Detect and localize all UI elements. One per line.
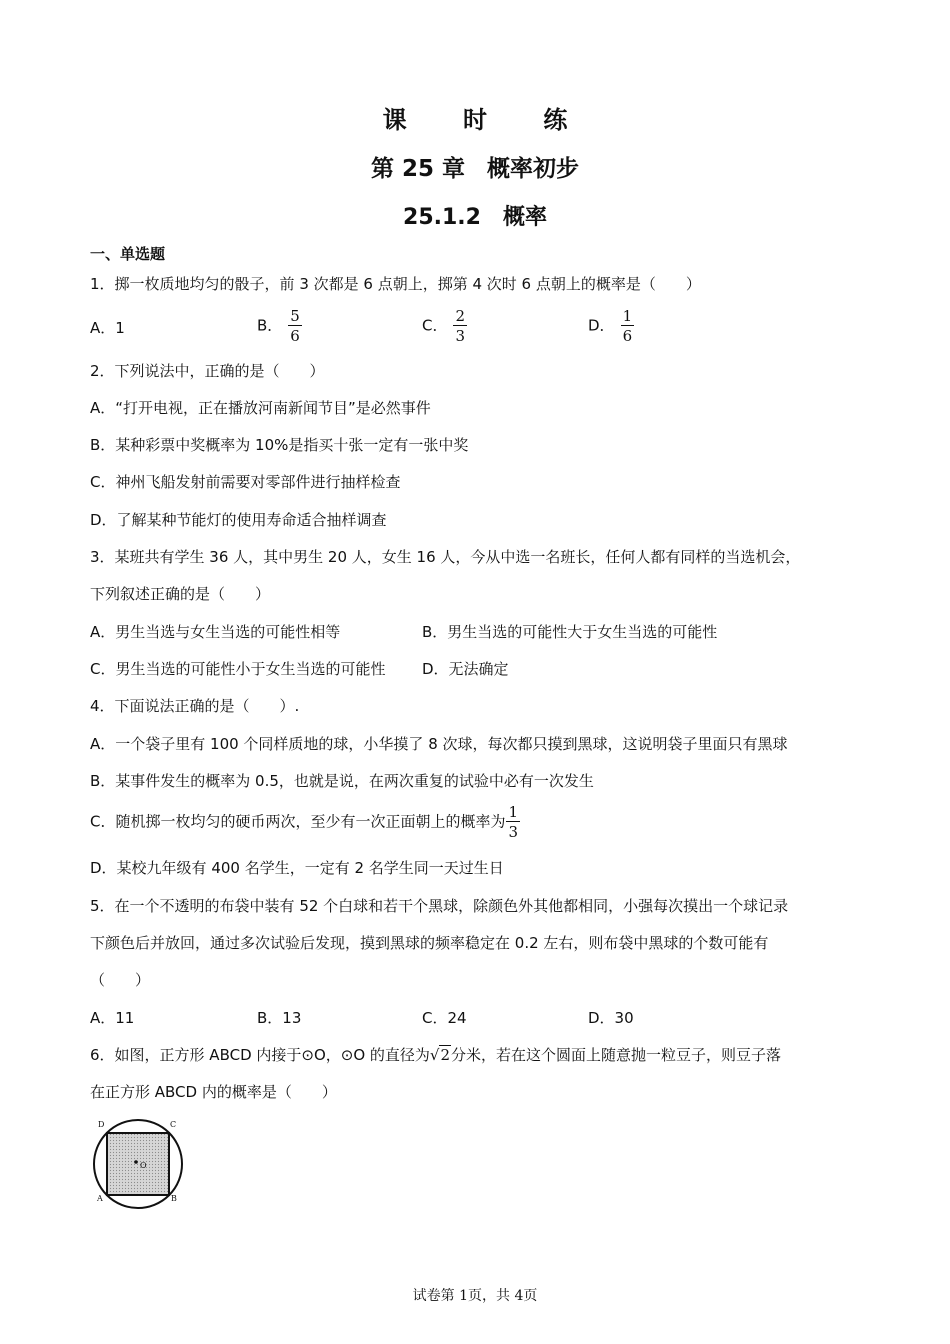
q1-option-b-fraction xyxy=(288,308,302,344)
chapter-name: 概率初步 xyxy=(487,156,580,182)
q1-option-a: A．1 xyxy=(90,319,125,337)
fraction-denominator: 3 xyxy=(455,327,466,345)
sqrt-expression xyxy=(430,1045,451,1065)
q1-option-d xyxy=(588,308,634,344)
q2-option-a: A．“打开电视，正在播放河南新闻节目”是必然事件 xyxy=(90,399,431,417)
fraction-numerator: 1 xyxy=(622,307,633,325)
q3-option-d: D．无法确定 xyxy=(422,660,509,678)
fraction-denominator: 6 xyxy=(622,327,633,345)
q5-option-d: D．30 xyxy=(588,1009,634,1027)
square-in-circle-figure xyxy=(88,1118,188,1210)
q1-option-b-label: B． xyxy=(257,316,283,335)
center-point xyxy=(134,1160,138,1164)
q2-stem: 2．下列说法中，正确的是（ ） xyxy=(90,362,325,380)
q6-stem-pre: 6．如图，正方形 ABCD 内接于⊙O，⊙O 的直径为 xyxy=(90,1046,430,1064)
label-o: O xyxy=(140,1161,147,1170)
q4-option-c-text: C．随机掷一枚均匀的硬币两次，至少有一次正面朝上的概率为 xyxy=(90,812,506,831)
q3-option-b: B．男生当选的可能性大于女生当选的可能性 xyxy=(422,623,718,641)
section-heading: 一、单选题 xyxy=(90,245,166,263)
q2-option-d: D．了解某种节能灯的使用寿命适合抽样调查 xyxy=(90,511,387,529)
chapter-title xyxy=(0,150,950,183)
q5-option-c: C．24 xyxy=(422,1009,467,1027)
q3-stem-line1: 3．某班共有学生 36 人，其中男生 20 人，女生 16 人，今从中选一名班长，任何人都有同样的当选机会， xyxy=(90,548,801,566)
q1-option-d-label: D． xyxy=(588,316,615,335)
q2-option-c: C．神州飞船发射前需要对零部件进行抽样检查 xyxy=(90,473,401,491)
q6-stem-post: 分米，若在这个圆面上随意抛一粒豆子，则豆子落 xyxy=(451,1046,782,1064)
q1-option-d-fraction xyxy=(621,308,635,344)
label-d: D xyxy=(98,1120,105,1129)
q3-stem-line2: 下列叙述正确的是（ ） xyxy=(90,585,271,603)
q5-option-b: B．13 xyxy=(257,1009,302,1027)
doc-title: 课 时 练 xyxy=(382,106,592,134)
fraction-denominator: 3 xyxy=(508,823,519,841)
section-title: 25.1.2 概率 xyxy=(403,205,547,230)
q1-option-c xyxy=(422,308,467,344)
q4-option-c xyxy=(90,804,520,840)
q4-option-b: B．某事件发生的概率为 0.5，也就是说，在两次重复的试验中必有一次发生 xyxy=(90,772,594,790)
fraction-numerator: 2 xyxy=(455,307,466,325)
label-c: C xyxy=(170,1120,177,1129)
q5-stem-line3: （ ） xyxy=(90,971,151,989)
sqrt-radicand: 2 xyxy=(440,1046,451,1064)
q3-option-c: C．男生当选的可能性小于女生当选的可能性 xyxy=(90,660,386,678)
fraction-denominator: 6 xyxy=(290,327,300,345)
q1-option-c-label: C． xyxy=(422,316,448,335)
label-b: B xyxy=(171,1194,177,1203)
q5-stem-line1: 5．在一个不透明的布袋中装有 52 个白球和若干个黑球，除颜色外其他都相同，小强每次摸出一个球记录 xyxy=(90,897,789,915)
label-a: A xyxy=(97,1194,103,1203)
q4-stem: 4．下面说法正确的是（ ）. xyxy=(90,697,300,715)
q4-option-d: D．某校九年级有 400 名学生，一定有 2 名学生同一天过生日 xyxy=(90,859,504,877)
q6-stem-line2: 在正方形 ABCD 内的概率是（ ） xyxy=(90,1083,337,1101)
chapter-number: 第 25 章 xyxy=(370,156,466,182)
q3-option-a: A．男生当选与女生当选的可能性相等 xyxy=(90,623,341,641)
q1-stem: 1．掷一枚质地均匀的骰子，前 3 次都是 6 点朝上，掷第 4 次时 6 点朝上的概率是（ ） xyxy=(90,275,701,293)
fraction-numerator: 5 xyxy=(290,307,300,325)
fraction-numerator: 1 xyxy=(508,803,519,821)
page-footer: 试卷第 1页，共 4页 xyxy=(412,1288,538,1304)
q4-option-c-fraction xyxy=(506,804,520,840)
q1-option-c-fraction xyxy=(453,308,467,344)
q5-stem-line2: 下颜色后并放回，通过多次试验后发现，摸到黑球的频率稳定在 0.2 左右，则布袋中黑球的个数可能有 xyxy=(90,934,769,952)
q5-option-a: A．11 xyxy=(90,1009,135,1027)
q2-option-b: B．某种彩票中奖概率为 10%是指买十张一定有一张中奖 xyxy=(90,436,469,454)
sqrt-symbol: √ xyxy=(429,1046,440,1064)
square-abcd xyxy=(107,1133,169,1195)
q1-option-b xyxy=(257,308,302,344)
q4-option-a: A．一个袋子里有 100 个同样质地的球，小华摸了 8 次球，每次都只摸到黑球，这说明袋子里面只有黑球 xyxy=(90,735,788,753)
q6-stem-line1 xyxy=(90,1045,781,1065)
